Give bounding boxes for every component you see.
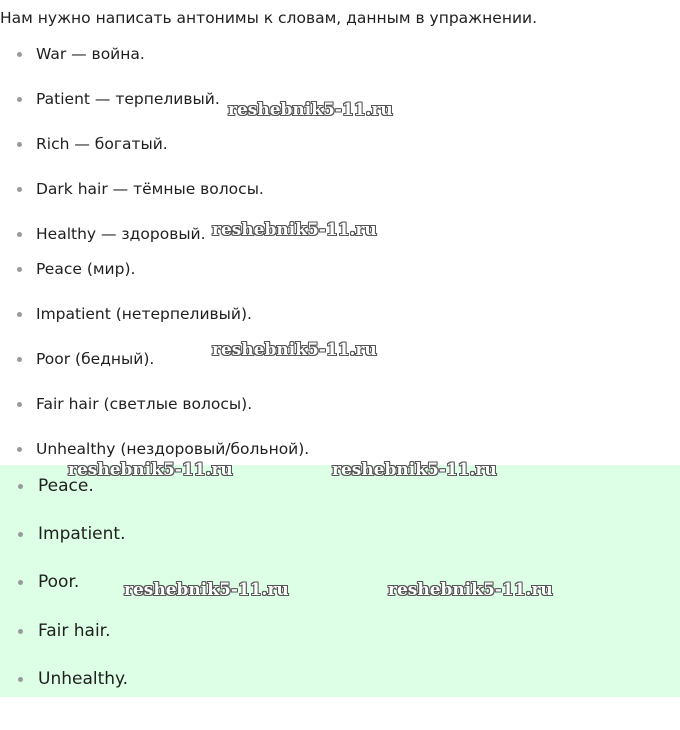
answer-item: [38, 667, 128, 691]
list-item: [36, 348, 154, 370]
bullet-icon: [17, 402, 22, 407]
watermark: reshebnik5-11.ru: [332, 460, 497, 480]
answer-item-text: Poor.: [38, 572, 80, 592]
list-item-text: Rich — богатый.: [36, 135, 168, 153]
answer-item: [38, 570, 79, 594]
list-item-text: Poor (бедный).: [36, 350, 155, 368]
bullet-icon: [18, 484, 23, 489]
watermark: reshebnik5-11.ru: [228, 100, 393, 120]
watermark: reshebnik5-11.ru: [124, 580, 289, 600]
answer-item-text: Unhealthy.: [38, 669, 129, 689]
bullet-icon: [17, 232, 22, 237]
list-item: [36, 133, 168, 155]
bullet-icon: [17, 267, 22, 272]
list-item-text: Dark hair — тёмные волосы.: [36, 180, 264, 198]
answer-item-text: Peace.: [38, 476, 94, 496]
list-item: [36, 178, 264, 200]
bullet-icon: [17, 142, 22, 147]
list-item-text: Impatient (нетерпеливый).: [36, 305, 252, 323]
list-item: [36, 258, 135, 280]
bullet-icon: [18, 580, 23, 585]
answer-item: [38, 474, 94, 498]
list-item-text: Fair hair (светлые волосы).: [36, 395, 253, 413]
list-item-text: Unhealthy (нездоровый/больной).: [36, 440, 310, 458]
bullet-icon: [17, 447, 22, 452]
answer-item-text: Impatient.: [38, 524, 126, 544]
bullet-icon: [17, 187, 22, 192]
watermark: reshebnik5-11.ru: [388, 580, 553, 600]
list-item: [36, 223, 206, 245]
watermark: reshebnik5-11.ru: [212, 340, 377, 360]
list-item: [36, 393, 252, 415]
list-item-text: Healthy — здоровый.: [36, 225, 206, 243]
watermark: reshebnik5-11.ru: [212, 220, 377, 240]
list-item: [36, 303, 252, 325]
answer-item: [38, 522, 125, 546]
answer-item: [38, 619, 111, 643]
list-item: [36, 438, 309, 460]
watermark: reshebnik5-11.ru: [68, 460, 233, 480]
bullet-icon: [18, 677, 23, 682]
answer-box: [0, 465, 680, 697]
list-item-text: Peace (мир).: [36, 260, 136, 278]
bullet-icon: [17, 97, 22, 102]
bullet-icon: [18, 532, 23, 537]
list-item: [36, 88, 220, 110]
list-item: [36, 43, 145, 65]
bullet-icon: [18, 629, 23, 634]
bullet-icon: [17, 312, 22, 317]
intro-text: Нам нужно написать антонимы к словам, данным в упражнении.: [0, 9, 538, 27]
bullet-icon: [17, 52, 22, 57]
answer-item-text: Fair hair.: [38, 621, 111, 641]
bullet-icon: [17, 357, 22, 362]
list-item-text: War — война.: [36, 45, 145, 63]
list-item-text: Patient — терпеливый.: [36, 90, 220, 108]
